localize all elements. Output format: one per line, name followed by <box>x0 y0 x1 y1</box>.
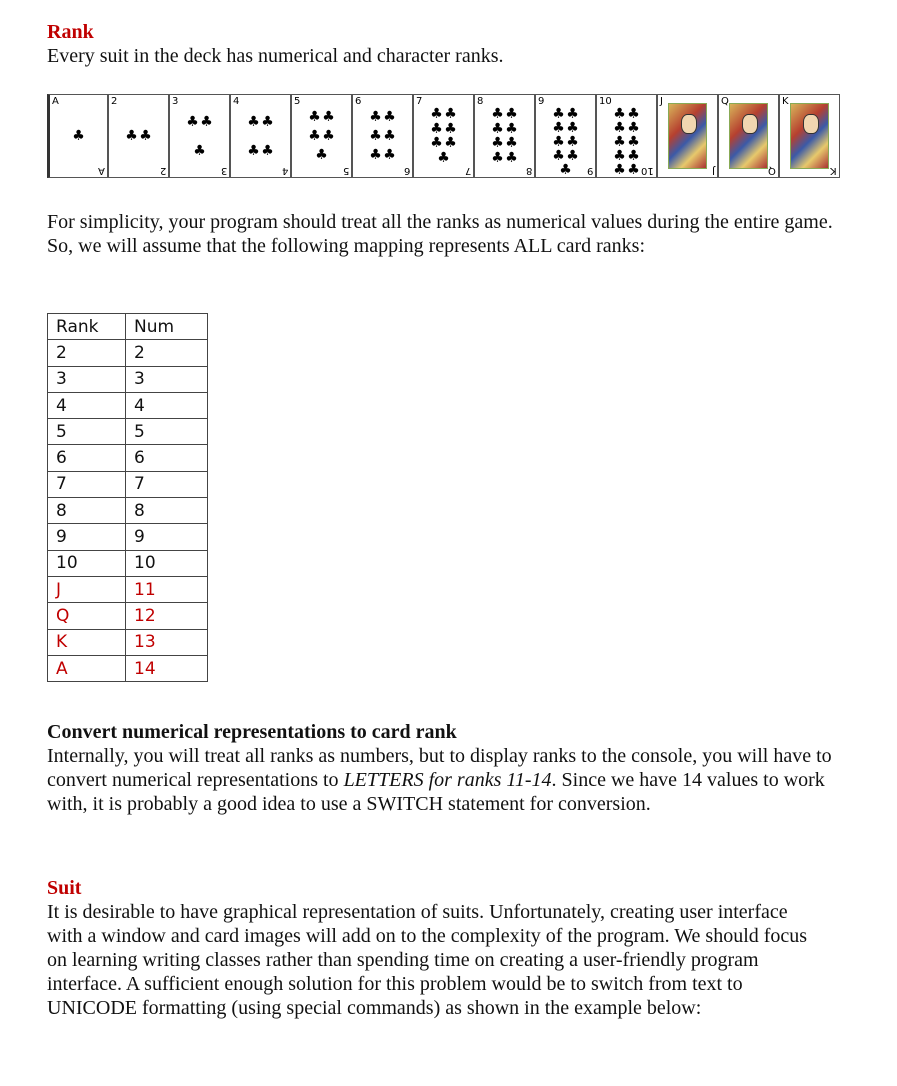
club-icon: ♣ <box>444 120 457 137</box>
num-cell: 14 <box>126 655 208 681</box>
playing-card <box>108 94 169 178</box>
club-icon: ♣ <box>308 127 321 144</box>
club-icon: ♣ <box>627 148 640 164</box>
club-icon: ♣ <box>369 127 382 144</box>
rank-cell: 10 <box>48 550 126 576</box>
rank-cell: 2 <box>48 340 126 366</box>
club-icon: ♣ <box>613 148 626 164</box>
club-icon: ♣ <box>627 162 640 178</box>
convert-text <box>47 744 837 816</box>
club-icon: ♣ <box>72 128 85 144</box>
card-corner-label: 5 <box>294 96 301 107</box>
club-icon: ♣ <box>505 106 518 123</box>
club-icon: ♣ <box>430 120 443 137</box>
club-icon: ♣ <box>566 120 579 136</box>
num-cell: 11 <box>126 576 208 602</box>
num-cell: 2 <box>126 340 208 366</box>
card-corner-label: 2 <box>159 165 166 176</box>
table-row <box>48 340 208 366</box>
club-icon: ♣ <box>552 106 565 122</box>
suit-heading: Suit <box>47 877 82 899</box>
card-corner-label: J <box>712 165 715 176</box>
card-corner-label: 7 <box>464 165 471 176</box>
card-corner-label: 5 <box>342 165 349 176</box>
card-corner-label: 6 <box>355 96 362 107</box>
club-icon: ♣ <box>627 106 640 122</box>
card-pips <box>304 107 339 165</box>
playing-card <box>474 94 535 178</box>
card-corner-label: 6 <box>403 165 410 176</box>
card-strip-image <box>47 94 840 178</box>
club-icon: ♣ <box>491 149 504 166</box>
convert-section <box>47 720 837 816</box>
rank-mapping-table <box>47 313 208 682</box>
table-row <box>48 392 208 418</box>
club-icon: ♣ <box>491 135 504 152</box>
card-corner-label: 9 <box>586 165 593 176</box>
table-row <box>48 445 208 471</box>
club-icon: ♣ <box>505 120 518 137</box>
convert-text-italic: LETTERS for ranks 11-14 <box>343 769 552 791</box>
rank-cell: K <box>48 629 126 655</box>
card-corner-label: 8 <box>525 165 532 176</box>
rank-cell: 8 <box>48 498 126 524</box>
card-corner-label: 4 <box>233 96 240 107</box>
card-pips <box>609 106 644 178</box>
club-icon: ♣ <box>566 134 579 150</box>
table-row <box>48 524 208 550</box>
club-icon: ♣ <box>125 128 138 144</box>
club-icon: ♣ <box>505 149 518 166</box>
club-icon: ♣ <box>437 149 450 166</box>
table-header-row <box>48 314 208 340</box>
card-pips <box>548 106 583 178</box>
card-pips <box>182 107 217 165</box>
suit-text: It is desirable to have graphical representation of suits. Unfortunately, creating user interface with a window and card images will add on to the complexity of the program. We should focus on learning writing classes rather than spending time on creating a user-friendly program interface. A sufficient enough solution for this problem would be to switch from text to UNICODE formatting (using special commands) as shown in the example below: <box>47 901 808 1019</box>
club-icon: ♣ <box>322 108 335 125</box>
club-icon: ♣ <box>308 108 321 125</box>
club-icon: ♣ <box>613 134 626 150</box>
club-icon: ♣ <box>315 147 328 164</box>
playing-card <box>47 94 108 178</box>
card-corner-label: 2 <box>111 96 118 107</box>
club-icon: ♣ <box>552 120 565 136</box>
num-cell: 4 <box>126 392 208 418</box>
playing-card <box>657 94 718 178</box>
table-row <box>48 603 208 629</box>
club-icon: ♣ <box>369 108 382 125</box>
playing-card <box>230 94 291 178</box>
club-icon: ♣ <box>613 106 626 122</box>
table-row <box>48 655 208 681</box>
card-pips <box>243 107 278 165</box>
face-card-art <box>668 103 707 169</box>
table-row <box>48 498 208 524</box>
card-corner-label: 3 <box>220 165 227 176</box>
rank-cell: Q <box>48 603 126 629</box>
card-corner-label: 4 <box>281 165 288 176</box>
table-row <box>48 576 208 602</box>
rank-section <box>47 20 503 68</box>
rank-cell: 5 <box>48 419 126 445</box>
club-icon: ♣ <box>261 113 274 130</box>
rank-cell: 3 <box>48 366 126 392</box>
convert-heading: Convert numerical representations to card rank <box>47 721 457 743</box>
card-corner-label: K <box>782 96 789 107</box>
card-corner-label: 3 <box>172 96 179 107</box>
table-row <box>48 366 208 392</box>
card-pips <box>121 107 156 165</box>
num-cell: 8 <box>126 498 208 524</box>
card-pips <box>365 107 400 165</box>
card-corner-label: Q <box>721 96 729 107</box>
table-header-rank: Rank <box>48 314 126 340</box>
num-cell: 3 <box>126 366 208 392</box>
playing-card <box>535 94 596 178</box>
playing-card <box>352 94 413 178</box>
num-cell: 7 <box>126 471 208 497</box>
club-icon: ♣ <box>247 113 260 130</box>
club-icon: ♣ <box>430 135 443 152</box>
table-row <box>48 471 208 497</box>
club-icon: ♣ <box>627 120 640 136</box>
table-header-num: Num <box>126 314 208 340</box>
rank-cell: 7 <box>48 471 126 497</box>
table-row <box>48 550 208 576</box>
club-icon: ♣ <box>444 135 457 152</box>
club-icon: ♣ <box>552 148 565 164</box>
playing-card <box>291 94 352 178</box>
face-card-art <box>729 103 768 169</box>
card-corner-label: 8 <box>477 96 484 107</box>
num-cell: 5 <box>126 419 208 445</box>
club-icon: ♣ <box>247 142 260 159</box>
card-corner-label: A <box>98 165 105 176</box>
club-icon: ♣ <box>566 106 579 122</box>
club-icon: ♣ <box>627 134 640 150</box>
club-icon: ♣ <box>139 128 152 144</box>
club-icon: ♣ <box>552 134 565 150</box>
card-corner-label: 10 <box>641 165 654 176</box>
playing-card <box>413 94 474 178</box>
num-cell: 10 <box>126 550 208 576</box>
card-corner-label: Q <box>768 165 776 176</box>
club-icon: ♣ <box>383 147 396 164</box>
club-icon: ♣ <box>613 120 626 136</box>
club-icon: ♣ <box>193 142 206 159</box>
club-icon: ♣ <box>491 106 504 123</box>
card-corner-label: K <box>830 165 837 176</box>
playing-card <box>596 94 657 178</box>
card-pips <box>487 107 522 165</box>
club-icon: ♣ <box>200 113 213 130</box>
club-icon: ♣ <box>369 147 382 164</box>
club-icon: ♣ <box>261 142 274 159</box>
club-icon: ♣ <box>383 108 396 125</box>
club-icon: ♣ <box>491 120 504 137</box>
playing-card <box>169 94 230 178</box>
club-icon: ♣ <box>559 162 572 178</box>
card-corner-label: J <box>660 96 663 107</box>
club-icon: ♣ <box>566 148 579 164</box>
playing-card <box>779 94 840 178</box>
club-icon: ♣ <box>505 135 518 152</box>
mapping-paragraph-block <box>47 210 837 258</box>
num-cell: 12 <box>126 603 208 629</box>
club-icon: ♣ <box>444 106 457 123</box>
num-cell: 9 <box>126 524 208 550</box>
convert-text-after: . Since we have 14 values to work with, it is probably a good idea to use a SWITCH statement for conversion. <box>47 769 825 815</box>
club-icon: ♣ <box>322 127 335 144</box>
rank-cell: J <box>48 576 126 602</box>
num-cell: 6 <box>126 445 208 471</box>
card-pips <box>426 107 461 165</box>
club-icon: ♣ <box>613 162 626 178</box>
club-icon: ♣ <box>186 113 199 130</box>
club-icon: ♣ <box>430 106 443 123</box>
num-cell: 13 <box>126 629 208 655</box>
rank-heading: Rank <box>47 21 94 43</box>
rank-cell: A <box>48 655 126 681</box>
card-corner-label: 10 <box>599 96 612 107</box>
card-pips <box>62 107 95 165</box>
card-corner-label: 7 <box>416 96 423 107</box>
mapping-paragraph: For simplicity, your program should treat all the ranks as numerical values during the entire game. So, we will assume that the following mapping represents ALL card ranks: <box>47 211 833 257</box>
suit-section <box>47 876 827 1020</box>
rank-intro: Every suit in the deck has numerical and character ranks. <box>47 45 504 67</box>
playing-card <box>718 94 779 178</box>
table-row <box>48 629 208 655</box>
convert-text-before: Internally, you will treat all ranks as numbers, but to display ranks to the console, you will have to convert numerical representations to <box>47 745 832 791</box>
rank-cell: 6 <box>48 445 126 471</box>
club-icon: ♣ <box>383 127 396 144</box>
rank-cell: 9 <box>48 524 126 550</box>
card-corner-label: A <box>52 96 59 107</box>
card-corner-label: 9 <box>538 96 545 107</box>
face-card-art <box>790 103 829 169</box>
rank-cell: 4 <box>48 392 126 418</box>
table-row <box>48 419 208 445</box>
